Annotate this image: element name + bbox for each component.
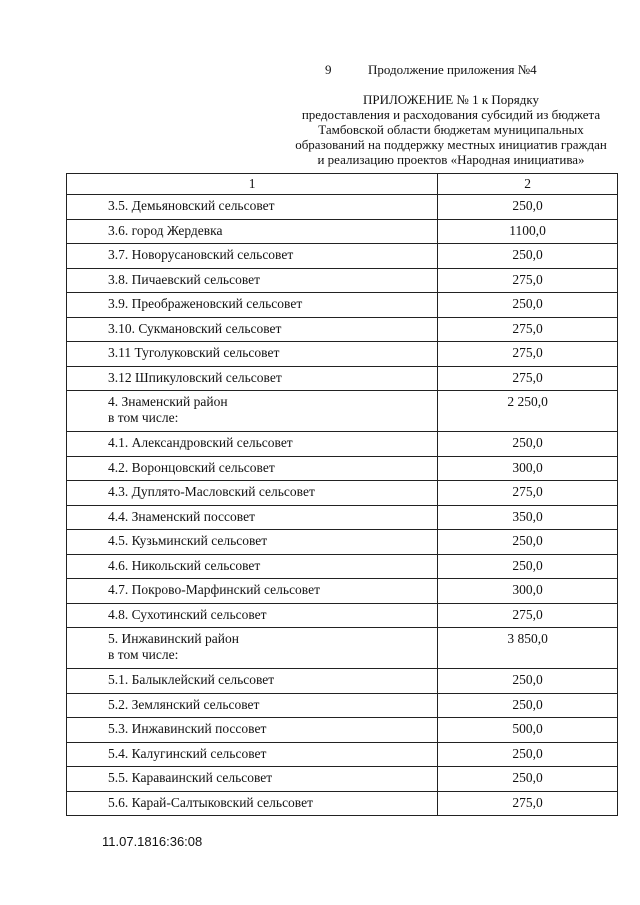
row-subname: в том числе: bbox=[108, 647, 179, 662]
row-amount: 250,0 bbox=[438, 693, 618, 718]
row-name: 5.6. Карай-Салтыковский сельсовет bbox=[108, 794, 313, 810]
column-header-1: 1 bbox=[67, 174, 438, 195]
row-amount: 250,0 bbox=[438, 669, 618, 694]
table-row bbox=[67, 530, 618, 555]
row-amount: 1100,0 bbox=[438, 219, 618, 244]
table-body bbox=[67, 195, 618, 816]
row-name: 5.2. Землянский сельсовет bbox=[108, 696, 260, 712]
table-row bbox=[67, 293, 618, 318]
table-row bbox=[67, 268, 618, 293]
row-name-cell bbox=[67, 791, 438, 816]
row-name-cell bbox=[67, 767, 438, 792]
appendix-line: ПРИЛОЖЕНИЕ № 1 к Порядку bbox=[362, 92, 540, 107]
row-amount: 275,0 bbox=[438, 366, 618, 391]
row-name: 3.6. город Жердевка bbox=[108, 222, 223, 238]
row-name-cell bbox=[67, 293, 438, 318]
row-name: 4.2. Воронцовский сельсовет bbox=[108, 459, 275, 475]
table-row bbox=[67, 244, 618, 269]
table-row bbox=[67, 669, 618, 694]
row-name: 5. Инжавинский район bbox=[108, 631, 239, 646]
row-amount: 250,0 bbox=[438, 767, 618, 792]
row-name: 3.11 Туголуковский сельсовет bbox=[108, 345, 280, 360]
row-amount: 300,0 bbox=[438, 456, 618, 481]
row-amount: 275,0 bbox=[438, 317, 618, 342]
row-name-cell bbox=[67, 342, 438, 367]
row-amount: 2 250,0 bbox=[438, 391, 618, 432]
table-row bbox=[67, 456, 618, 481]
table-row bbox=[67, 317, 618, 342]
row-amount: 275,0 bbox=[438, 481, 618, 506]
row-name: 3.9. Преображеновский сельсовет bbox=[108, 296, 303, 311]
row-amount: 275,0 bbox=[438, 268, 618, 293]
table-row bbox=[67, 481, 618, 506]
table-header-row bbox=[67, 174, 618, 195]
row-amount: 275,0 bbox=[438, 791, 618, 816]
table-row bbox=[67, 791, 618, 816]
row-name-cell bbox=[67, 603, 438, 628]
row-name-cell bbox=[67, 432, 438, 457]
table-row bbox=[67, 342, 618, 367]
row-name-cell bbox=[67, 268, 438, 293]
row-name-cell bbox=[67, 742, 438, 767]
row-name-cell bbox=[67, 219, 438, 244]
column-header-2: 2 bbox=[438, 174, 618, 195]
appendix-line: Тамбовской области бюджетам муниципальных bbox=[318, 122, 584, 137]
row-amount: 250,0 bbox=[438, 554, 618, 579]
row-name: 4.3. Дуплято-Масловский сельсовет bbox=[108, 484, 315, 499]
row-name-cell bbox=[67, 554, 438, 579]
row-name-cell bbox=[67, 317, 438, 342]
row-amount: 300,0 bbox=[438, 579, 618, 604]
row-amount: 250,0 bbox=[438, 530, 618, 555]
table-row bbox=[67, 195, 618, 220]
row-amount: 275,0 bbox=[438, 342, 618, 367]
appendix-title-block bbox=[286, 92, 616, 167]
row-amount: 250,0 bbox=[438, 293, 618, 318]
row-name: 3.5. Демьяновский сельсовет bbox=[108, 198, 275, 213]
row-name-cell bbox=[67, 391, 438, 432]
table-row bbox=[67, 432, 618, 457]
row-name: 4.8. Сухотинский сельсовет bbox=[108, 606, 267, 622]
row-name: 3.7. Новорусановский сельсовет bbox=[108, 247, 294, 262]
table-row bbox=[67, 505, 618, 530]
row-name: 4.5. Кузьминский сельсовет bbox=[108, 533, 268, 548]
print-timestamp: 11.07.1816:36:08 bbox=[102, 834, 203, 849]
row-name: 3.8. Пичаевский сельсовет bbox=[108, 271, 261, 287]
table-row bbox=[67, 366, 618, 391]
continuation-label: Продолжение приложения №4 bbox=[368, 62, 537, 77]
row-name-cell bbox=[67, 530, 438, 555]
row-name-cell bbox=[67, 481, 438, 506]
row-name-cell bbox=[67, 456, 438, 481]
table-row bbox=[67, 219, 618, 244]
row-amount: 275,0 bbox=[438, 603, 618, 628]
appendix-line: и реализацию проектов «Народная инициатива» bbox=[317, 152, 585, 167]
row-name-cell bbox=[67, 693, 438, 718]
row-name-cell bbox=[67, 366, 438, 391]
row-name: 5.3. Инжавинский поссовет bbox=[108, 721, 267, 736]
row-amount: 3 850,0 bbox=[438, 628, 618, 669]
row-name-cell bbox=[67, 244, 438, 269]
row-subname: в том числе: bbox=[108, 410, 179, 425]
row-amount: 350,0 bbox=[438, 505, 618, 530]
row-name-cell bbox=[67, 579, 438, 604]
page-number: 9 bbox=[325, 62, 332, 77]
row-amount: 250,0 bbox=[438, 742, 618, 767]
row-name: 5.5. Караваинский сельсовет bbox=[108, 770, 273, 785]
row-name: 4.6. Никольский сельсовет bbox=[108, 557, 261, 573]
row-amount: 250,0 bbox=[438, 195, 618, 220]
row-name-cell bbox=[67, 628, 438, 669]
appendix-line: предоставления и расходования субсидий из бюджета bbox=[301, 107, 601, 122]
row-name-cell bbox=[67, 195, 438, 220]
row-amount: 250,0 bbox=[438, 244, 618, 269]
row-name-cell bbox=[67, 669, 438, 694]
row-name: 4.1. Александровский сельсовет bbox=[108, 435, 293, 450]
table-row bbox=[67, 693, 618, 718]
table-row bbox=[67, 767, 618, 792]
row-name: 5.4. Калугинский сельсовет bbox=[108, 745, 267, 761]
table-row bbox=[67, 554, 618, 579]
table-row bbox=[67, 579, 618, 604]
subsidy-table bbox=[66, 173, 618, 816]
appendix-line: образований на поддержку местных инициатив граждан bbox=[295, 137, 607, 152]
row-name: 3.10. Сукмановский сельсовет bbox=[108, 320, 282, 336]
row-name: 5.1. Балыклейский сельсовет bbox=[108, 672, 275, 687]
table-row bbox=[67, 742, 618, 767]
row-name-cell bbox=[67, 718, 438, 743]
row-name: 4.4. Знаменский поссовет bbox=[108, 508, 255, 524]
row-name: 3.12 Шпикуловский сельсовет bbox=[108, 369, 282, 385]
table-row bbox=[67, 391, 618, 432]
row-amount: 250,0 bbox=[438, 432, 618, 457]
row-name-cell bbox=[67, 505, 438, 530]
row-name: 4.7. Покрово-Марфинский сельсовет bbox=[108, 582, 320, 597]
table-row bbox=[67, 628, 618, 669]
row-name: 4. Знаменский район bbox=[108, 394, 228, 409]
table-row bbox=[67, 718, 618, 743]
row-amount: 500,0 bbox=[438, 718, 618, 743]
table-row bbox=[67, 603, 618, 628]
